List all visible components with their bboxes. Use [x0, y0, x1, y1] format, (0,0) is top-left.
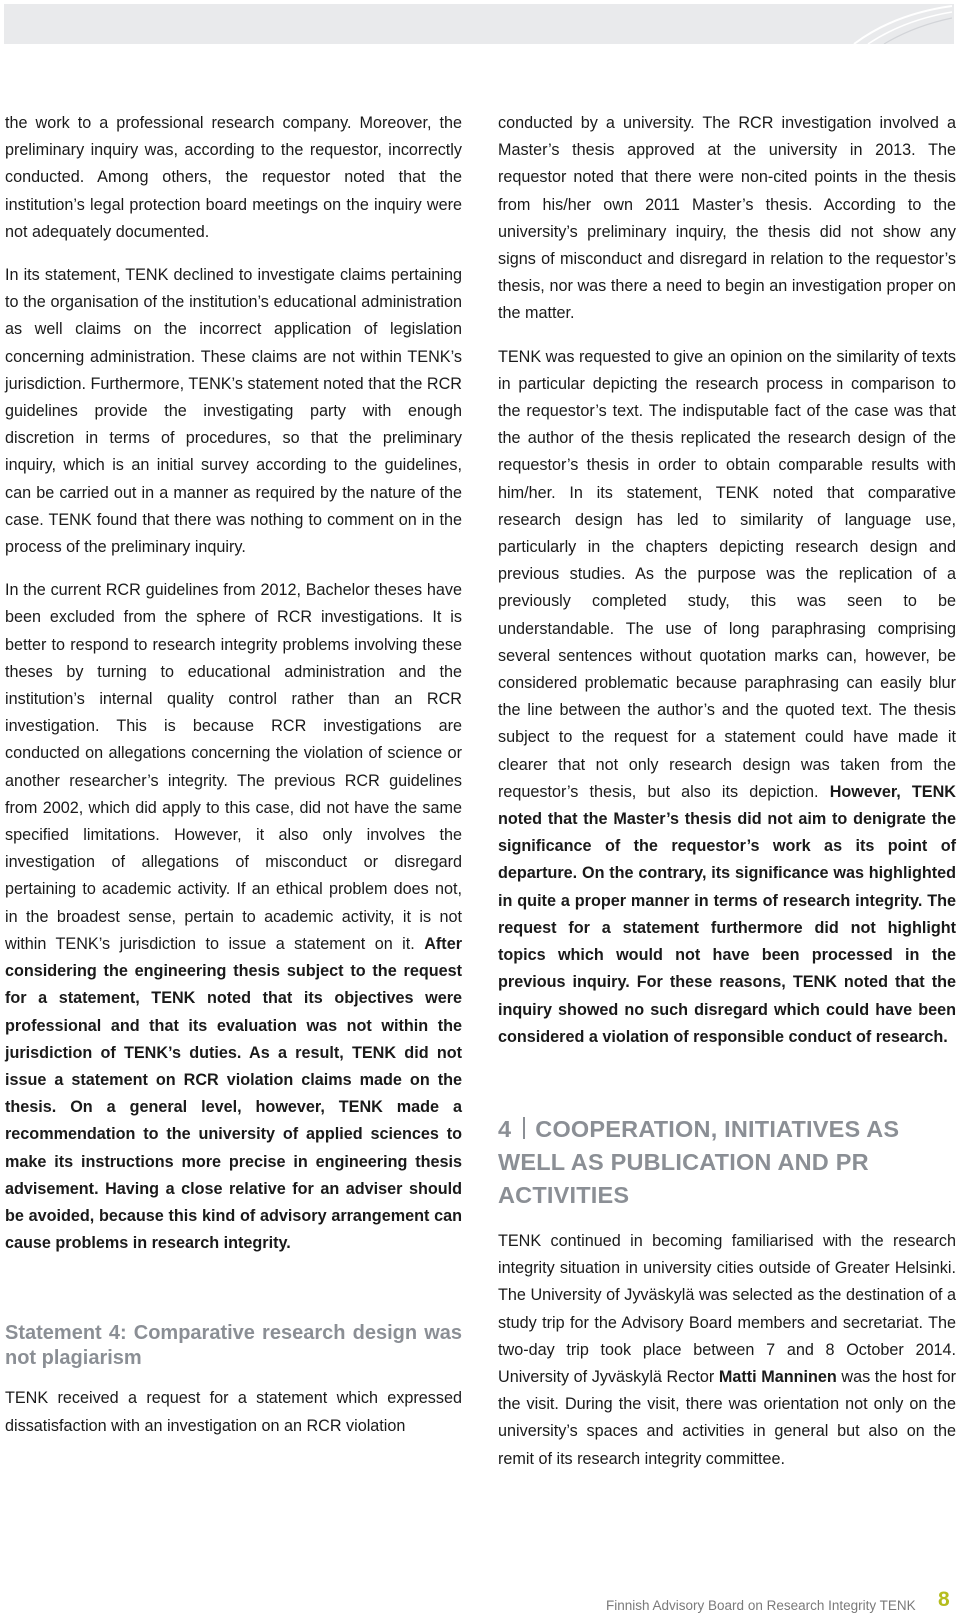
paragraph: [498, 1228, 956, 1473]
section-divider: [523, 1117, 525, 1139]
paragraph-text: was the host for the visit. During the visit, there was orientation not only on the university’s spaces and activities in general but also on the remit of its research integrity committee.: [498, 1367, 956, 1468]
header-band: [4, 4, 954, 44]
paragraph-text: TENK was requested to give an opinion on the similarity of texts in particular depicting the research process in comparison to the requestor’s text. The indisputable fact of the case was that the author of the thesis replicated the research design of the requestor’s thesis in order to obtain comparable results with him/her. In its statement, TENK noted that comparative research design has led to similarity of language use, particularly in the chapters depicting research design and previous studies. As the purpose was the replication of a previously completed study, this was seen to be understandable. The use of long paraphrasing comprising several sentences without quotation marks can, however, be considered problematic because paraphrasing can easily blur the line between the author’s and the quoted text. The thesis subject to the request for a statement could have made it clearer that not only research design was taken from the requestor’s thesis, but also its depiction.: [498, 347, 956, 801]
page-number: 8: [938, 1588, 950, 1611]
left-column: [5, 110, 462, 1456]
paragraph-bold-text: After considering the engineering thesis subject to the request for a statement, TENK noted that its objectives were professional and that its evaluation was not within the jurisdiction of TENK’s duties. As a result, TENK did not issue a statement on RCR violation claims made on the thesis. On a general level, however, TENK made a recommendation to the university of applied sciences to make its instructions more precise in engineering thesis advisement. Having a close relative for an adviser should be avoided, because this kind of advisory arrangement can cause problems in research integrity.: [5, 934, 462, 1253]
section-heading: [498, 1113, 956, 1212]
right-column: [498, 110, 956, 1489]
paragraph-text: TENK continued in becoming familiarised with the research integrity situation in university cities outside of Greater Helsinki. The University of Jyväskylä was selected as the destination of a study trip for the Advisory Board members and secretariat. The two-day trip took place between 7 and 8 October 2014. University of Jyväskylä Rector: [498, 1231, 956, 1386]
paragraph: [498, 344, 956, 1051]
paragraph-bold-text: However, TENK noted that the Master’s thesis did not aim to denigrate the significance of the requestor’s work as its point of departure. On the contrary, its significance was highlighted in quite a proper manner in terms of research integrity. The request for a statement furthermore did not highlight topics which would not have been processed in the previous inquiry. For these reasons, TENK noted that the inquiry showed no such disregard which could have been considered a violation of responsible conduct of research.: [498, 782, 956, 1046]
decorative-swoosh-icon: [834, 4, 954, 44]
paragraph: [5, 577, 462, 1257]
paragraph: TENK received a request for a statement which expressed dissatisfaction with an investigation on an RCR violation: [5, 1389, 462, 1435]
section-number: 4: [498, 1115, 512, 1142]
footer-publisher: Finnish Advisory Board on Research Integrity TENK: [606, 1598, 916, 1613]
paragraph: the work to a professional research company. Moreover, the preliminary inquiry was, according to the requestor, incorrectly conducted. Among others, the requestor noted that the institution’s legal protection board meetings on the inquiry were not adequately documented.: [5, 114, 462, 241]
paragraph: In its statement, TENK declined to investigate claims pertaining to the organisation of the institution’s educational administration as well claims on the incorrect application of legislation concerning administration. These claims are not within TENK’s jurisdiction. Furthermore, TENK’s statement noted that the RCR guidelines provide the investigating party with enough discretion in terms of procedures, so that the preliminary inquiry, which is an initial survey according to the guidelines, can be carried out in a manner as required by the nature of the case. TENK found that there was nothing to comment on in the process of the preliminary inquiry.: [5, 266, 462, 557]
person-name: Matti Manninen: [718, 1367, 837, 1386]
paragraph-text: In the current RCR guidelines from 2012, Bachelor theses have been excluded from the sphere of RCR investigations. It is better to respond to research integrity problems involving these theses by turning to educational administration and the institution’s internal quality control rather than an RCR investigation. This is because RCR investigations are conducted on allegations concerning the violation of science or another researcher’s integrity. The previous RCR guidelines from 2002, which did apply to this case, did not have the same specified limitations. However, it also only involves the investigation of allegations of misconduct or disregard pertaining to academic activity. If an ethical problem does not, in the broadest sense, pertain to academic activity, it is not within TENK’s jurisdiction to issue a statement on it.: [5, 581, 462, 953]
statement-subheading: Statement 4: Comparative research design was not plagiarism: [5, 1322, 462, 1370]
paragraph: conducted by a university. The RCR investigation involved a Master’s thesis approved at the university in 2013. The requestor noted that there were non-cited points in the thesis from his/her own 2011 Master’s thesis. According to the university’s preliminary inquiry, the thesis did not show any signs of misconduct and disregard in relation to the requestor’s thesis, nor was there a need to begin an investigation proper on the matter.: [498, 114, 956, 323]
section-title: COOPERATION, INITIATIVES AS WELL AS PUBLICATION AND PR ACTIVITIES: [498, 1115, 900, 1208]
